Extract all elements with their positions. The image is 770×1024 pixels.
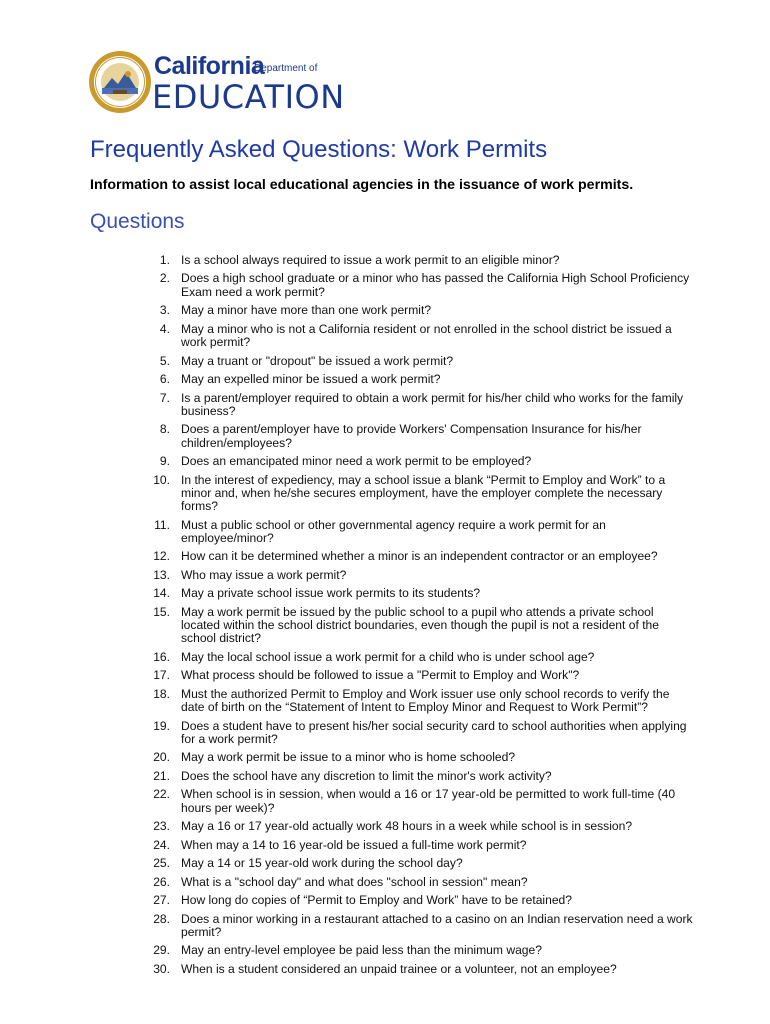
question-text: Does a minor working in a restaurant attached to a casino on an Indian reservation need a work permit? (181, 911, 693, 939)
question-item[interactable] (134, 392, 694, 419)
question-text: May a minor have more than one work permit? (181, 303, 432, 318)
question-item[interactable] (134, 688, 694, 715)
question-item[interactable] (134, 770, 694, 783)
question-item[interactable] (134, 963, 694, 976)
question-text: Must the authorized Permit to Employ and Work issuer use only school records to verify the date of birth on the “Statement of Intent to Employ Minor and Request to Work Permit”? (181, 686, 670, 715)
question-item[interactable] (134, 913, 694, 940)
question-text: Does a parent/employer have to provide Workers' Compensation Insurance for his/her children/employees? (181, 422, 642, 450)
question-number: 7. (159, 390, 170, 405)
question-number: 21. (153, 768, 170, 783)
question-number: 3. (159, 303, 170, 318)
question-number: 27. (153, 893, 170, 908)
question-number: 25. (153, 856, 170, 871)
question-number: 15. (153, 604, 170, 619)
question-number: 10. (153, 472, 170, 487)
question-item[interactable] (134, 944, 694, 957)
question-text: May a 14 or 15 year-old work during the school day? (181, 856, 463, 871)
question-item[interactable] (134, 304, 694, 317)
question-number: 30. (153, 961, 170, 976)
question-item[interactable] (134, 876, 694, 889)
question-text: Does a high school graduate or a minor who has passed the California High School Proficiency Exam need a work permit? (181, 271, 690, 299)
question-text: What is a "school day" and what does "school in session" mean? (181, 874, 528, 889)
question-text: Is a parent/employer required to obtain a work permit for his/her child who works for the family business? (181, 390, 684, 418)
question-number: 2. (159, 271, 170, 286)
question-text: May a private school issue work permits to its students? (181, 586, 481, 601)
question-item[interactable] (134, 606, 694, 646)
question-item[interactable] (134, 519, 694, 546)
question-text: What process should be followed to issue a "Permit to Employ and Work"? (181, 668, 580, 683)
question-text: Must a public school or other governmental agency require a work permit for an employee/minor? (181, 517, 606, 545)
question-number: 20. (153, 750, 170, 765)
question-text: When may a 14 to 16 year-old be issued a full-time work permit? (181, 837, 527, 852)
question-item[interactable] (134, 323, 694, 350)
question-number: 28. (153, 911, 170, 926)
question-text: How long do copies of “Permit to Employ and Work” have to be retained? (181, 893, 573, 908)
question-number: 6. (159, 372, 170, 387)
question-item[interactable] (134, 423, 694, 450)
question-item[interactable] (134, 254, 694, 267)
question-item[interactable] (134, 550, 694, 563)
question-item[interactable] (134, 720, 694, 747)
question-number: 22. (153, 787, 170, 802)
question-number: 19. (153, 718, 170, 733)
question-number: 18. (153, 686, 170, 701)
logo-education-text: EDUCATION (152, 78, 345, 116)
question-item[interactable] (134, 839, 694, 852)
question-number: 1. (159, 253, 170, 267)
question-item[interactable] (134, 272, 694, 299)
question-item[interactable] (134, 751, 694, 764)
question-item[interactable] (134, 373, 694, 386)
page-subtitle: Information to assist local educational agencies in the issuance of work permits. (90, 177, 634, 193)
question-text: May a work permit be issue to a minor who is home schooled? (181, 750, 516, 765)
question-text: May the local school issue a work permit for a child who is under school age? (181, 649, 595, 664)
question-text: In the interest of expediency, may a school issue a blank “Permit to Employ and Work” to a minor and, when he/she secures employment, have the employer complete the necessary forms? (181, 472, 666, 514)
question-number: 4. (159, 321, 170, 336)
question-number: 17. (153, 668, 170, 683)
california-state-seal-icon (88, 50, 152, 114)
question-number: 12. (153, 549, 170, 564)
question-number: 14. (153, 586, 170, 601)
question-item[interactable] (134, 474, 694, 514)
question-item[interactable] (134, 355, 694, 368)
question-number: 5. (159, 353, 170, 368)
question-text: Is a school always required to issue a work permit to an eligible minor? (181, 253, 560, 267)
question-number: 26. (153, 874, 170, 889)
question-number: 9. (159, 454, 170, 469)
logo-department-text: Department of (254, 63, 318, 74)
question-text: May a work permit be issued by the public school to a pupil who attends a private school located within the school district boundaries, even though the pupil is not a resident of the school district? (181, 604, 660, 646)
question-text: May an expelled minor be issued a work permit? (181, 372, 441, 387)
question-item[interactable] (134, 669, 694, 682)
question-item[interactable] (134, 651, 694, 664)
question-text: May an entry-level employee be paid less than the minimum wage? (181, 943, 542, 958)
question-text: When is a student considered an unpaid trainee or a volunteer, not an employee? (181, 961, 617, 976)
question-text: How can it be determined whether a minor is an independent contractor or an employee? (181, 549, 658, 564)
question-number: 13. (153, 567, 170, 582)
cde-logo (88, 50, 345, 116)
question-text: May a minor who is not a California resident or not enrolled in the school district be issued a work permit? (181, 321, 672, 350)
question-text: Who may issue a work permit? (181, 567, 347, 582)
question-text: May a 16 or 17 year-old actually work 48 hours in a week while school is in session? (181, 819, 633, 834)
section-heading-questions: Questions (90, 210, 185, 233)
question-item[interactable] (134, 788, 694, 815)
question-item[interactable] (134, 569, 694, 582)
question-text: May a truant or "dropout" be issued a work permit? (181, 353, 454, 368)
question-number: 8. (159, 422, 170, 437)
page-title: Frequently Asked Questions: Work Permits (90, 136, 548, 163)
question-item[interactable] (134, 587, 694, 600)
logo-california-text: California (154, 52, 265, 80)
question-text: Does a student have to present his/her social security card to school authorities when applying for a work permit? (181, 718, 687, 746)
question-item[interactable] (134, 820, 694, 833)
question-number: 16. (153, 649, 170, 664)
question-item[interactable] (134, 894, 694, 907)
question-text: Does the school have any discretion to limit the minor's work activity? (181, 768, 552, 783)
question-text: Does an emancipated minor need a work permit to be employed? (181, 454, 532, 469)
question-number: 23. (153, 819, 170, 834)
question-number: 11. (154, 517, 170, 532)
question-item[interactable] (134, 857, 694, 870)
question-list (134, 254, 694, 981)
question-text: When school is in session, when would a 16 or 17 year-old be permitted to work full-time (40 hours per week)? (181, 787, 676, 815)
question-number: 29. (153, 943, 170, 958)
question-number: 24. (153, 837, 170, 852)
question-item[interactable] (134, 455, 694, 468)
